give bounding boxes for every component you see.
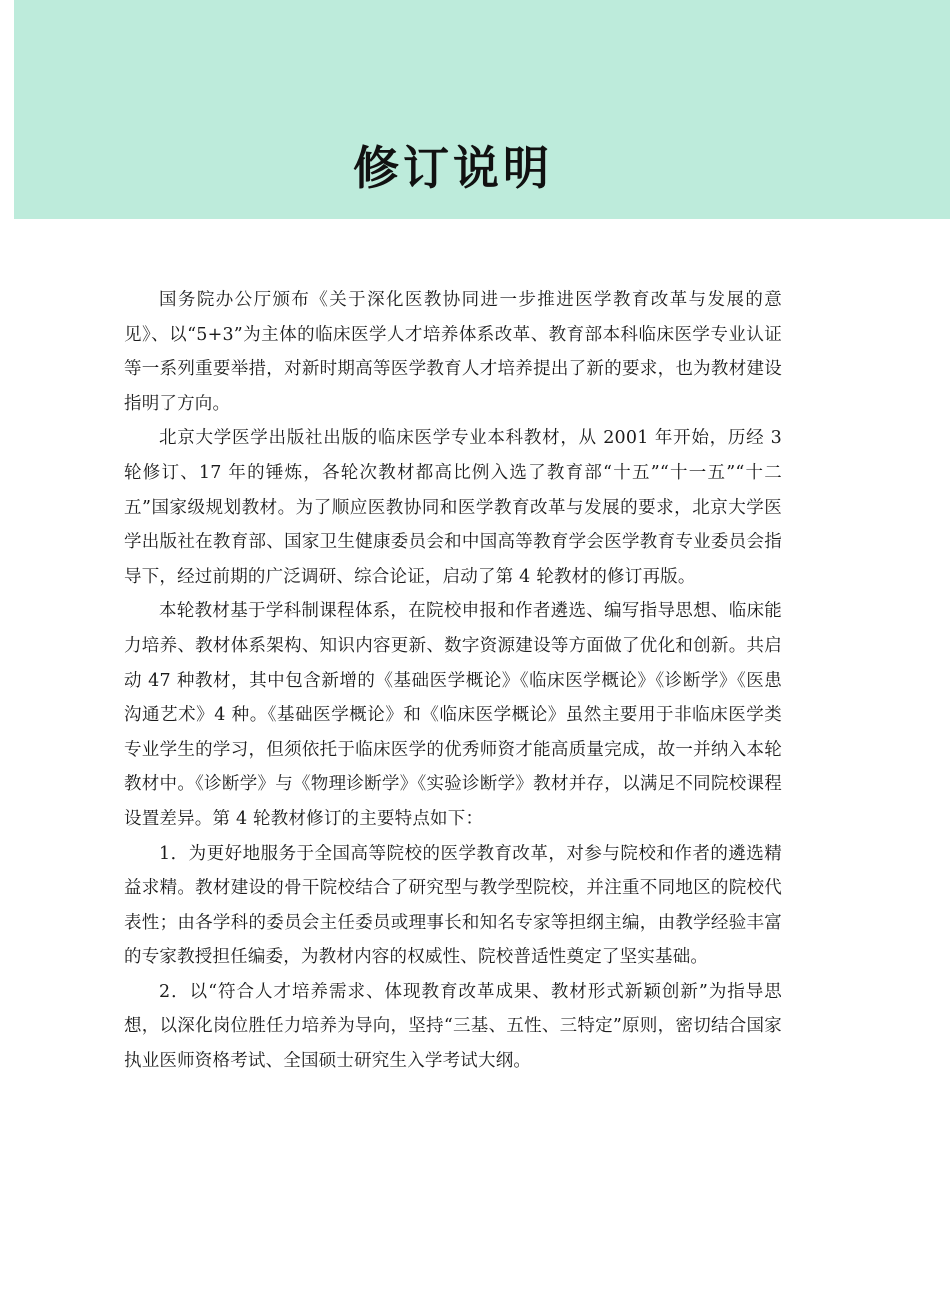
paragraph-intro: 国务院办公厅颁布《关于深化医教协同进一步推进医学教育改革与发展的意见》、以“5+3”为主体的临床医学人才培养体系改革、教育部本科临床医学专业认证等一系列重要举措，对新时期高等医学教育人才培养提出了新的要求，也为教材建设指明了方向。	[124, 290, 782, 414]
paragraph-history: 北京大学医学出版社出版的临床医学专业本科教材，从 2001 年开始，历经 3 轮修订、17 年的锤炼，各轮次教材都高比例入选了教育部“十五”“十一五”“十二五”国家级规划教材。为了顺应医教协同和医学教育改革与发展的要求，北京大学医学出版社在教育部、国家卫生健康委员会和中国高等教育学会医学教育专业委员会指导下，经过前期的广泛调研、综合论证，启动了第 4 轮教材的修订再版。	[124, 428, 782, 587]
paragraph-feature-2: 2．以“符合人才培养需求、体现教育改革成果、教材形式新颖创新”为指导思想，以深化岗位胜任力培养为导向，坚持“三基、五性、三特定”原则，密切结合国家执业医师资格考试、全国硕士研究生入学考试大纲。	[124, 981, 782, 1072]
paragraph-overview: 本轮教材基于学科制课程体系，在院校申报和作者遴选、编写指导思想、临床能力培养、教材体系架构、知识内容更新、数字资源建设等方面做了优化和创新。共启动 47 种教材，其中包含新增的《基础医学概论》《临床医学概论》《诊断学》《医患沟通艺术》4 种。《基础医学概论》和《临床医学概论》虽然主要用于非临床医学类专业学生的学习，但须依托于临床医学的优秀师资才能高质量完成，故一并纳入本轮教材中。《诊断学》与《物理诊断学》《实验诊断学》教材并存，以满足不同院校课程设置差异。第 4 轮教材修订的主要特点如下：	[124, 601, 783, 829]
paragraph-feature-1: 1．为更好地服务于全国高等院校的医学教育改革，对参与院校和作者的遴选精益求精。教材建设的骨干院校结合了研究型与教学型院校，并注重不同地区的院校代表性；由各学科的委员会主任委员或理事长和知名专家等担纲主编，由教学经验丰富的专家教授担任编委，为教材内容的权威性、院校普适性奠定了坚实基础。	[124, 843, 782, 968]
body-text	[124, 283, 782, 1079]
page-title: 修订说明	[353, 141, 553, 195]
